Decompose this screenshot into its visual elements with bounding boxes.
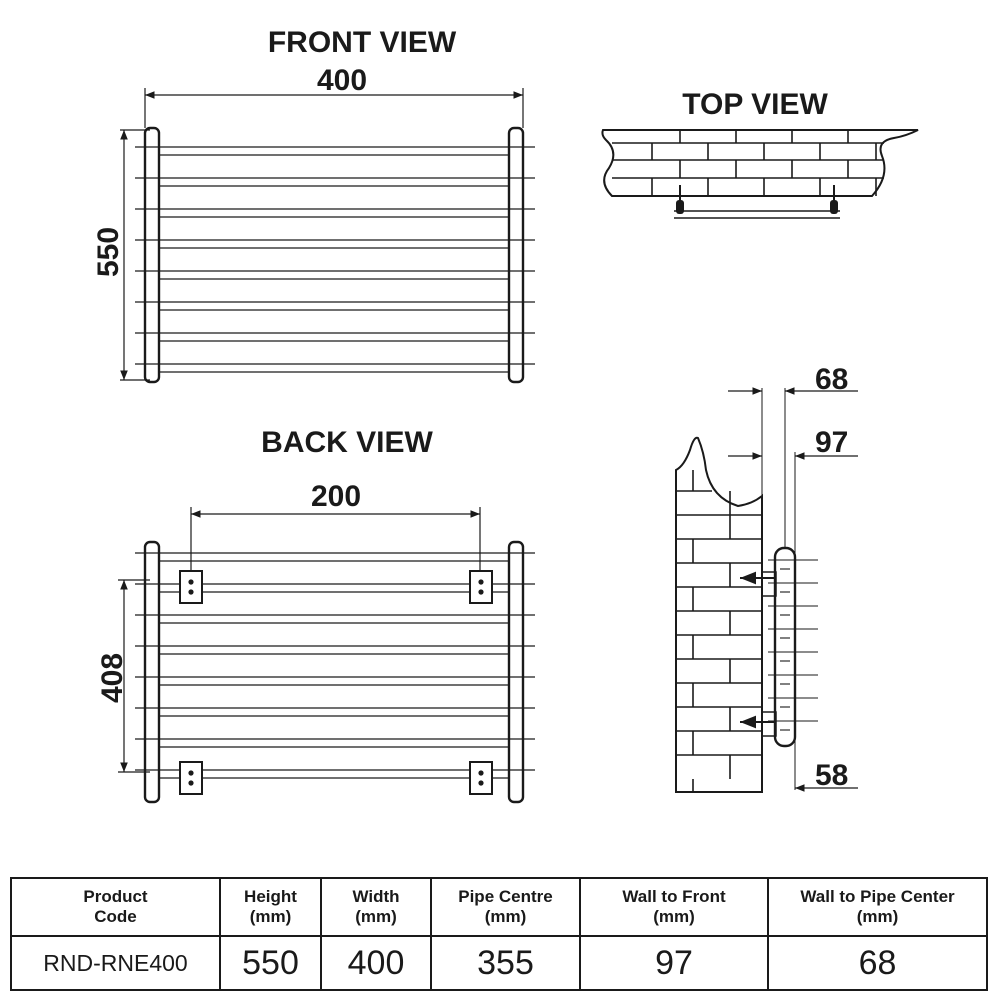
value-wall-to-front: 97 (580, 936, 768, 990)
header-product-code: Product Code (11, 878, 220, 936)
back-bracket-spacing-dimension (191, 480, 480, 572)
top-view-bricks (612, 130, 884, 196)
header-height: Height (mm) (220, 878, 321, 936)
bracket-screw-hole (478, 780, 483, 785)
side-view (676, 363, 858, 792)
bracket-screw-hole (188, 579, 193, 584)
front-view (92, 26, 535, 382)
top-view-radiator (674, 185, 840, 218)
header-wall-to-pipe-center: Wall to Pipe Center (mm) (768, 878, 987, 936)
top-view-wall (602, 130, 918, 196)
back-view (96, 426, 535, 802)
header-pipe-centre: Pipe Centre (mm) (431, 878, 580, 936)
front-radiator (135, 128, 535, 382)
value-product-code: RND-RNE400 (11, 936, 220, 990)
back-bracket-spacing-label: 200 (310, 480, 362, 513)
bracket-screw-hole (188, 770, 193, 775)
bracket-screw-hole (188, 780, 193, 785)
side-view-wall (676, 438, 762, 792)
value-wall-to-pipe-center: 68 (768, 936, 987, 990)
wall-bracket (180, 571, 202, 603)
back-wall-brackets (180, 571, 492, 794)
front-width-dimension (145, 64, 523, 128)
side-bottom-label: 58 (815, 759, 849, 792)
value-pipe-centre: 355 (431, 936, 580, 990)
front-height-dimension (92, 130, 150, 380)
spec-table-header-row (11, 878, 987, 936)
front-width-label: 400 (316, 64, 368, 97)
top-view-title: TOP VIEW (682, 88, 828, 121)
side-view-radiator (740, 548, 818, 746)
front-height-label: 550 (92, 226, 125, 278)
bracket-screw-hole (478, 589, 483, 594)
bracket-screw-hole (478, 579, 483, 584)
back-radiator (135, 542, 535, 802)
side-view-bricks (676, 470, 762, 792)
value-height: 550 (220, 936, 321, 990)
bracket-screw-hole (478, 770, 483, 775)
value-width: 400 (321, 936, 431, 990)
front-view-title: FRONT VIEW (267, 26, 457, 59)
side-wall-front-label: 97 (815, 426, 849, 459)
bracket-screw-hole (188, 589, 193, 594)
spec-table-value-row (11, 936, 987, 990)
header-width: Width (mm) (321, 878, 431, 936)
back-bracket-height-label: 408 (96, 652, 129, 704)
spec-table (10, 877, 988, 991)
side-pipe-center-label: 68 (815, 363, 849, 396)
header-wall-to-front: Wall to Front (mm) (580, 878, 768, 936)
wall-bracket (470, 762, 492, 794)
top-view (602, 88, 918, 218)
front-radiator-bars (135, 147, 535, 372)
back-view-title: BACK VIEW (261, 426, 433, 459)
wall-bracket (180, 762, 202, 794)
back-bracket-height-dimension (96, 580, 150, 772)
wall-bracket (470, 571, 492, 603)
